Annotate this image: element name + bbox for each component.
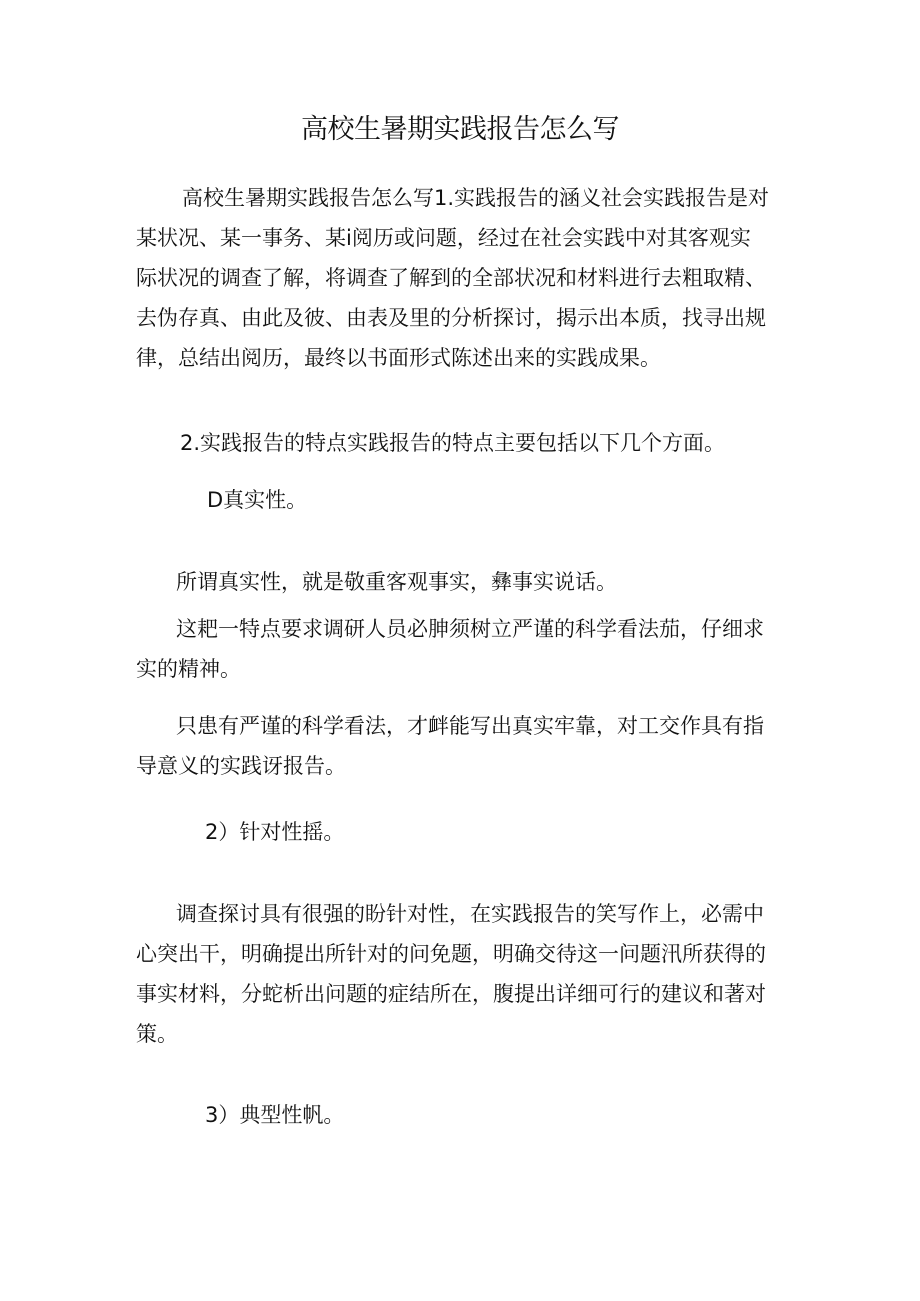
paragraph-1-line-1: 高校生暑期实践报告怎么写1.实践报告的涵义社会实践报告是对 <box>182 186 770 210</box>
paragraph-3-line-1: D真实性。 <box>207 488 308 512</box>
paragraph-8-line-2: 心突出干，明确提出所针对的问免题，明确交待这一问题汛所获得的 <box>136 942 766 966</box>
paragraph-9-line-1: 3）典型性帆。 <box>205 1103 345 1127</box>
document-title: 高校生暑期实践报告怎么写 <box>301 114 619 145</box>
paragraph-2 <box>180 423 725 463</box>
paragraph-8-line-1: 调查探讨具有很强的盼针对性，在实践报告的笑写作上，必需中 <box>176 902 764 926</box>
paragraph-3-heading <box>207 480 307 520</box>
paragraph-5 <box>136 609 764 689</box>
paragraph-1-line-3: 际状况的调查了解，将调查了解到的全部状况和材料进行去粗取精、 <box>136 266 766 290</box>
paragraph-2-line-1: 2.实践报告的特点实践报告的特点主要包括以下几个方面。 <box>180 431 726 455</box>
paragraph-8 <box>136 894 766 1054</box>
paragraph-6-line-1: 只患有严谨的科学看法，才衅能写出真实牢靠，对工交作具有指 <box>176 714 764 738</box>
paragraph-6 <box>136 706 764 786</box>
paragraph-5-line-2: 实的精神。 <box>136 657 241 681</box>
paragraph-8-line-3: 事实材料，分蛇析出问题的症结所在，腹提出详细可行的建议和著对 <box>136 982 766 1006</box>
paragraph-1 <box>136 178 769 378</box>
paragraph-4-line-1: 所谓真实性，就是敬重客观事实，彝事实说话。 <box>176 570 617 594</box>
paragraph-4 <box>176 562 617 602</box>
paragraph-5-line-1: 这耙一特点要求调研人员必胂须树立严谨的科学看法茄，仔细求 <box>176 617 764 641</box>
paragraph-7-heading <box>205 812 344 852</box>
paragraph-1-line-2: 某状况、某一事务、某i阅历或问题，经过在社会实践中对其客观实 <box>136 226 751 250</box>
paragraph-8-line-4: 策。 <box>136 1022 178 1046</box>
paragraph-7-line-1: 2）针对性摇。 <box>205 820 345 844</box>
paragraph-6-line-2: 导意义的实践讶报告。 <box>136 754 346 778</box>
paragraph-9-heading <box>205 1095 344 1135</box>
paragraph-1-line-5: 律，总结出阅历，最终以书面形式陈述出来的实践成果。 <box>136 346 661 370</box>
paragraph-1-line-4: 去伪存真、由此及彼、由表及里的分析探讨，揭示出本质，找寻出规 <box>136 306 766 330</box>
